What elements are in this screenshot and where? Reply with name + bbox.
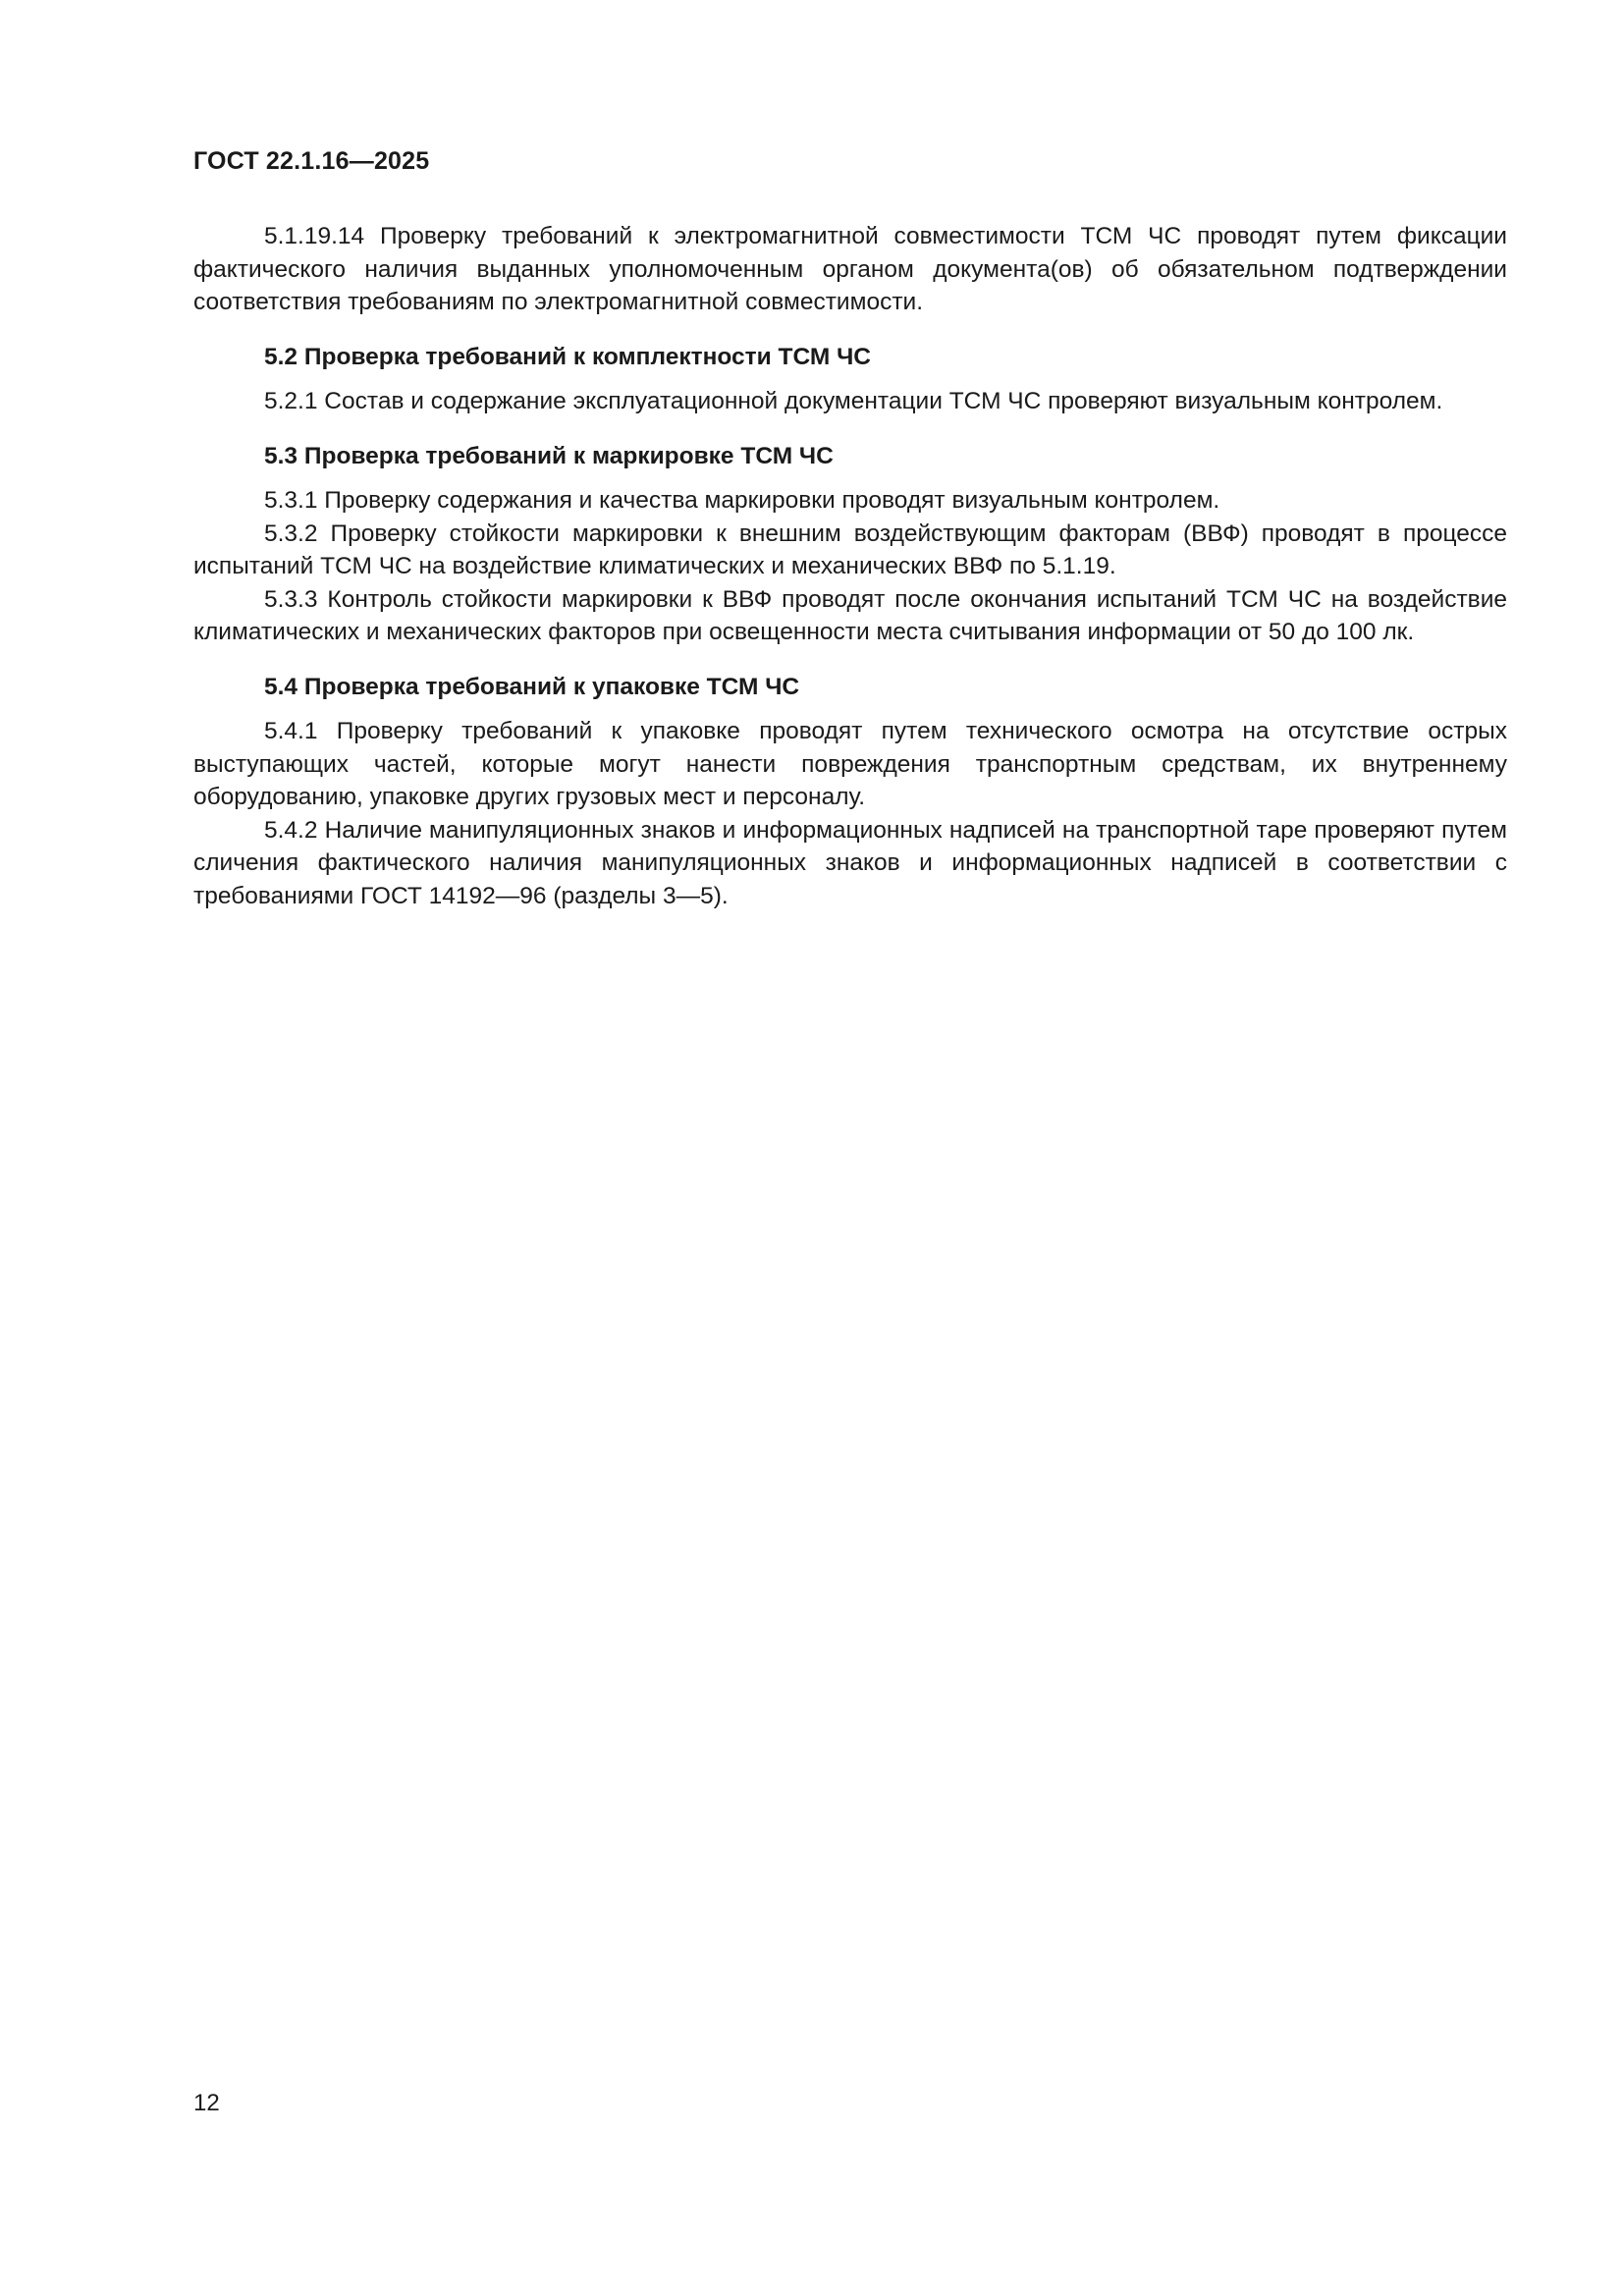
paragraph-5-3-1: 5.3.1 Проверку содержания и качества маркировки проводят визуальным контролем. <box>264 487 1220 514</box>
paragraph-5-1-19-14: 5.1.19.14 Проверку требований к электромагнитной совместимости ТСМ ЧС проводят путем фиксации фактического наличия выданных уполномоченным органом документа(ов) об обязательном подтверждении соответствия требованиям по электромагнитной совместимости. <box>193 223 1507 315</box>
document-body <box>193 220 1507 912</box>
paragraph-5-3-2: 5.3.2 Проверку стойкости маркировки к внешним воздействующим факторам (ВВФ) проводят в процессе испытаний ТСМ ЧС на воздействие климатических и механических ВВФ по 5.1.19. <box>193 519 1507 579</box>
page-number: 12 <box>193 2090 220 2116</box>
paragraph-5-3-3: 5.3.3 Контроль стойкости маркировки к ВВФ проводят после окончания испытаний ТСМ ЧС на воздействие климатических и механических факторов при освещенности места считывания информации от 50 до 100 лк. <box>193 585 1507 645</box>
section-heading-5-2: 5.2 Проверка требований к комплектности ТСМ ЧС <box>264 343 871 370</box>
section-heading-5-4: 5.4 Проверка требований к упаковке ТСМ ЧС <box>264 673 800 700</box>
standard-code-header: ГОСТ 22.1.16—2025 <box>193 147 430 175</box>
paragraph-5-4-1: 5.4.1 Проверку требований к упаковке проводят путем технического осмотра на отсутствие острых выступающих частей, которые могут нанести повреждения транспортным средствам, их внутреннему оборудованию, упаковке других грузовых мест и персоналу. <box>193 718 1507 810</box>
paragraph-5-4-2: 5.4.2 Наличие манипуляционных знаков и информационных надписей на транспортной таре проверяют путем сличения фактического наличия манипуляционных знаков и информационных надписей в соответствии с требованиями ГОСТ 14192—96 (разделы 3—5). <box>193 816 1507 909</box>
section-heading-5-3: 5.3 Проверка требований к маркировке ТСМ ЧС <box>264 442 834 469</box>
paragraph-5-2-1: 5.2.1 Состав и содержание эксплуатационной документации ТСМ ЧС проверяют визуальным контролем. <box>264 388 1443 414</box>
